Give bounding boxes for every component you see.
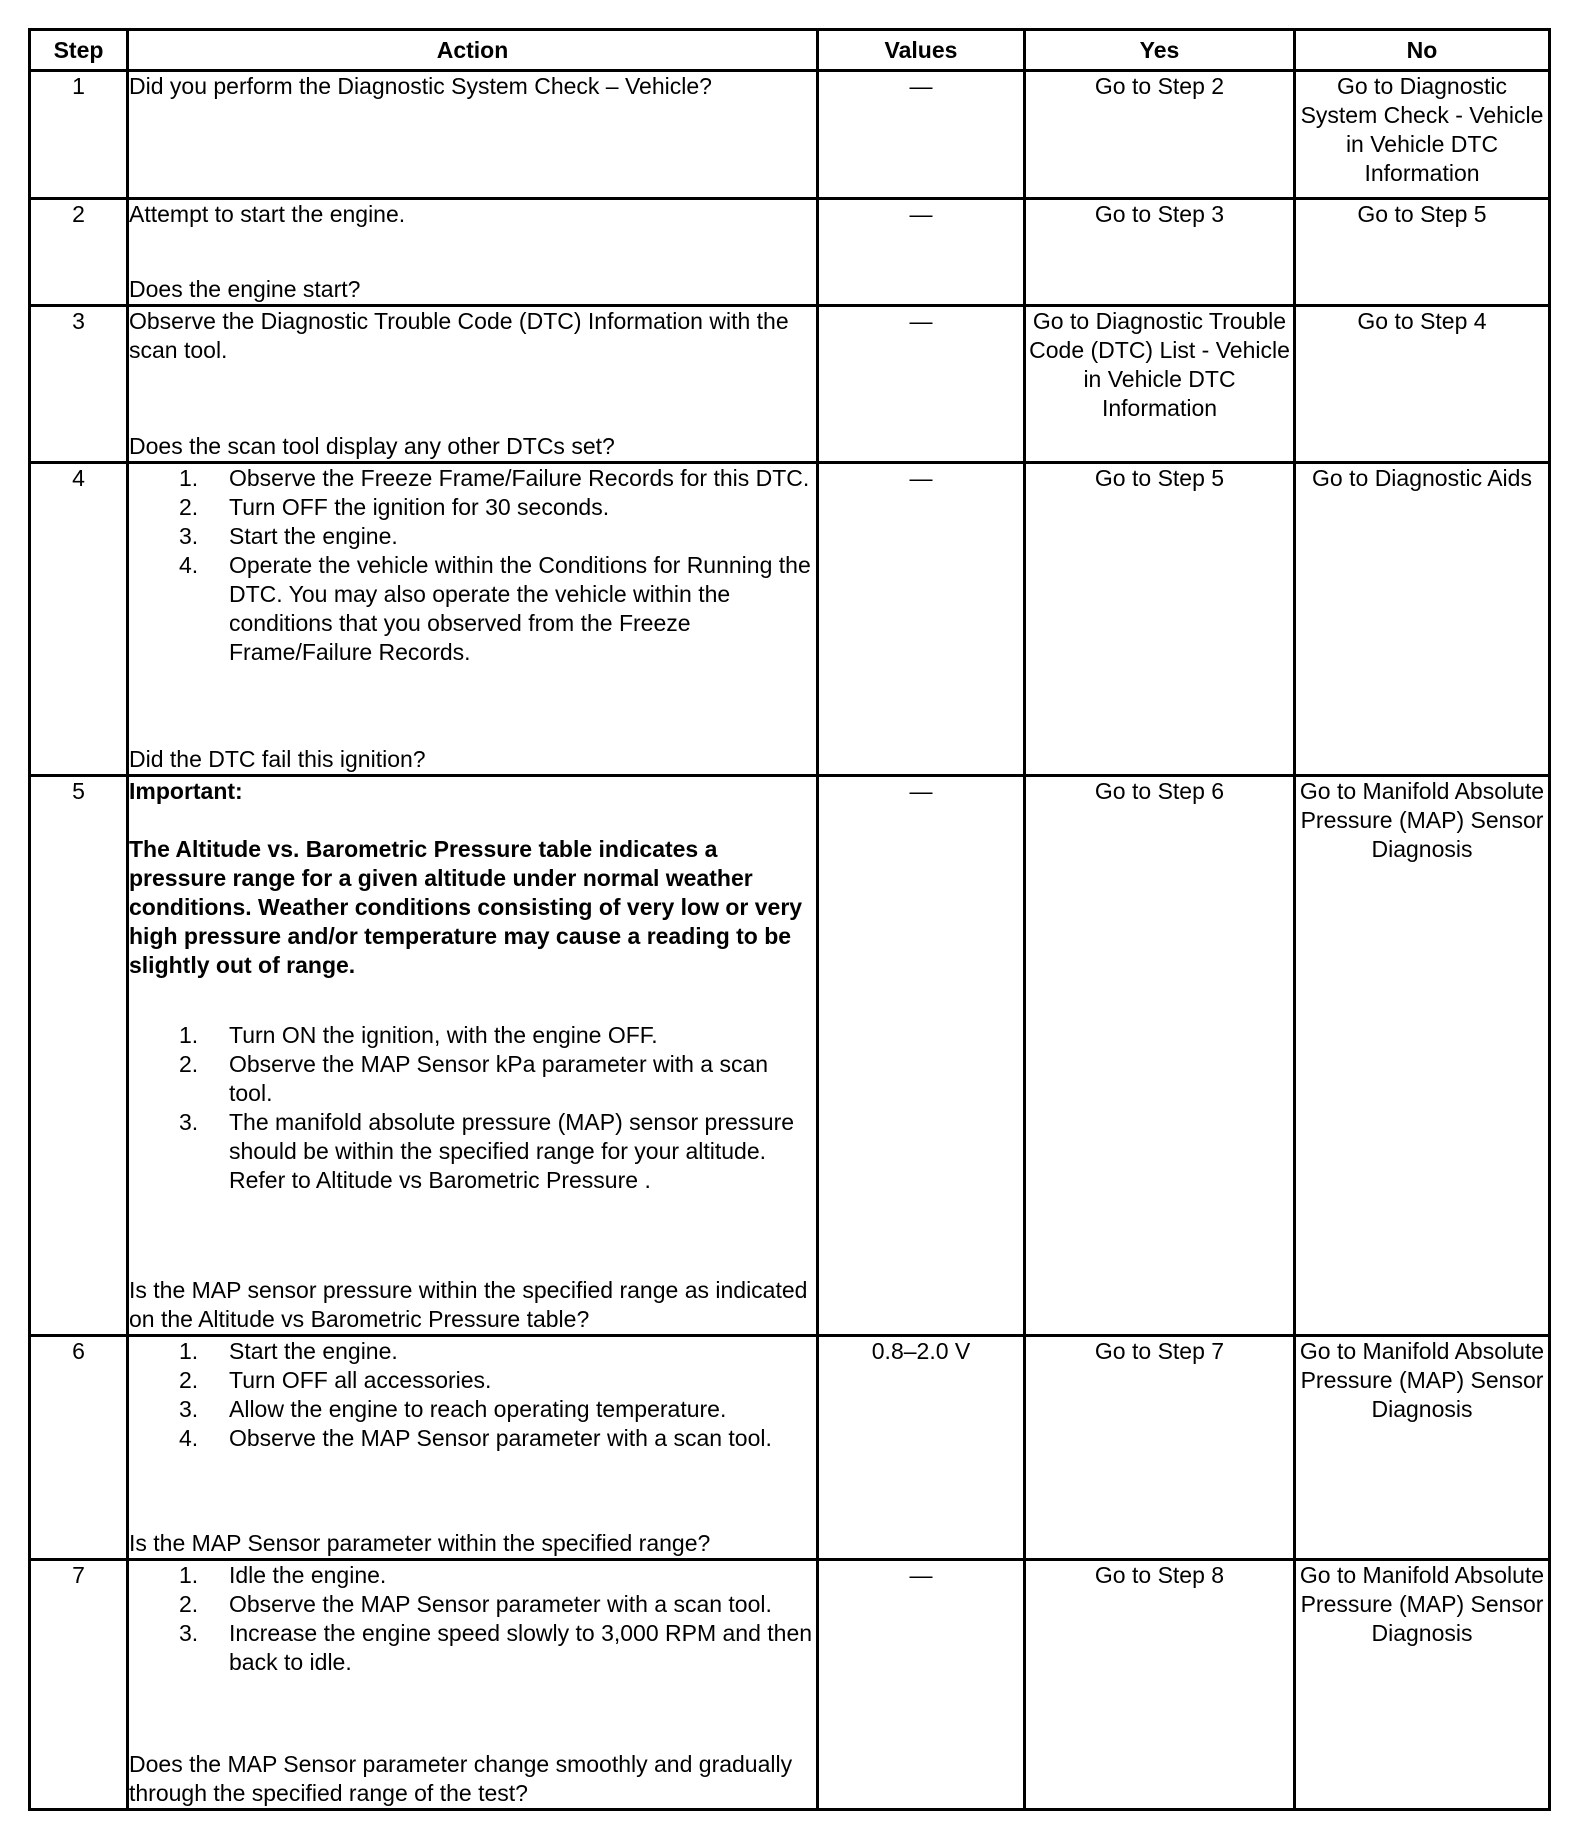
values-cell: 0.8–2.0 V: [818, 1336, 1025, 1560]
values-cell: —: [818, 199, 1025, 306]
action-steps: [129, 1561, 816, 1677]
yes-cell: Go to Step 5: [1025, 463, 1295, 776]
header-values: Values: [818, 30, 1025, 71]
action-lead: Observe the Diagnostic Trouble Code (DTC) Information with the scan tool.: [129, 308, 789, 363]
table-row: [30, 71, 1550, 199]
list-item: 3. Start the engine.: [179, 523, 398, 549]
table-row: [30, 1560, 1550, 1810]
action-cell: [128, 1560, 818, 1810]
action-question: Is the MAP Sensor parameter within the specified range?: [129, 1530, 711, 1556]
values-cell: —: [818, 306, 1025, 463]
header-action: Action: [128, 30, 818, 71]
action-cell: [128, 776, 818, 1336]
no-cell: Go to Manifold Absolute Pressure (MAP) Sensor Diagnosis: [1295, 1336, 1550, 1560]
step-number: 2: [30, 199, 128, 306]
list-item: 2. Observe the MAP Sensor kPa parameter with a scan tool.: [179, 1051, 769, 1106]
step-number: 3: [30, 306, 128, 463]
list-item: 2. Observe the MAP Sensor parameter with a scan tool.: [179, 1591, 772, 1617]
list-item: 1. Observe the Freeze Frame/Failure Records for this DTC.: [179, 465, 810, 491]
action-steps: [129, 464, 816, 667]
header-no: No: [1295, 30, 1550, 71]
action-cell: [128, 463, 818, 776]
action-question: Does the MAP Sensor parameter change smoothly and gradually through the specified range of the test?: [129, 1751, 793, 1806]
list-item: 4. Operate the vehicle within the Conditions for Running the DTC. You may also operate the vehicle within the conditions that you observed from the Freeze Frame/Failure Records.: [179, 552, 811, 665]
action-lead: Attempt to start the engine.: [129, 201, 406, 227]
table-row: [30, 199, 1550, 306]
yes-cell: Go to Step 6: [1025, 776, 1295, 1336]
action-lead: Did you perform the Diagnostic System Check – Vehicle?: [129, 73, 712, 99]
table-row: [30, 306, 1550, 463]
list-item: 2. Turn OFF the ignition for 30 seconds.: [179, 494, 610, 520]
header-row: [30, 30, 1550, 71]
yes-cell: Go to Step 8: [1025, 1560, 1295, 1810]
no-cell: Go to Manifold Absolute Pressure (MAP) Sensor Diagnosis: [1295, 1560, 1550, 1810]
action-cell: [128, 199, 818, 306]
action-cell: [128, 71, 818, 199]
yes-cell: Go to Step 3: [1025, 199, 1295, 306]
action-steps: [129, 1337, 816, 1453]
list-item: 2. Turn OFF all accessories.: [179, 1367, 492, 1393]
table-row: [30, 1336, 1550, 1560]
yes-cell: Go to Step 7: [1025, 1336, 1295, 1560]
list-item: 4. Observe the MAP Sensor parameter with a scan tool.: [179, 1425, 772, 1451]
step-number: 6: [30, 1336, 128, 1560]
no-cell: Go to Step 5: [1295, 199, 1550, 306]
action-cell: [128, 306, 818, 463]
no-cell: Go to Diagnostic Aids: [1295, 463, 1550, 776]
values-cell: —: [818, 71, 1025, 199]
list-item: 3. Increase the engine speed slowly to 3,000 RPM and then back to idle.: [179, 1620, 813, 1675]
list-item: 3. The manifold absolute pressure (MAP) sensor pressure should be within the specified range for your altitude. Refer to Altitude vs Barometric Pressure .: [179, 1109, 795, 1193]
diagnostic-table: [28, 28, 1551, 1811]
values-cell: —: [818, 776, 1025, 1336]
important-label: Important:: [129, 778, 243, 804]
action-steps: [129, 1021, 816, 1195]
list-item: 1. Turn ON the ignition, with the engine OFF.: [179, 1022, 658, 1048]
yes-cell: Go to Step 2: [1025, 71, 1295, 199]
step-number: 4: [30, 463, 128, 776]
list-item: 1. Idle the engine.: [179, 1562, 387, 1588]
action-question: Did the DTC fail this ignition?: [129, 746, 426, 772]
important-note: The Altitude vs. Barometric Pressure table indicates a pressure range for a given altitude under normal weather conditions. Weather conditions consisting of very low or very high pressure and/or temperature may cause a reading to be slightly out of range.: [129, 836, 803, 978]
header-yes: Yes: [1025, 30, 1295, 71]
table-row: [30, 463, 1550, 776]
yes-cell: Go to Diagnostic Trouble Code (DTC) List - Vehicle in Vehicle DTC Information: [1025, 306, 1295, 463]
list-item: 3. Allow the engine to reach operating temperature.: [179, 1396, 727, 1422]
no-cell: Go to Step 4: [1295, 306, 1550, 463]
step-number: 1: [30, 71, 128, 199]
values-cell: —: [818, 463, 1025, 776]
no-cell: Go to Manifold Absolute Pressure (MAP) Sensor Diagnosis: [1295, 776, 1550, 1336]
action-question: Is the MAP sensor pressure within the specified range as indicated on the Altitude vs Barometric Pressure table?: [129, 1277, 808, 1332]
list-item: 1. Start the engine.: [179, 1338, 398, 1364]
step-number: 5: [30, 776, 128, 1336]
action-question: Does the scan tool display any other DTCs set?: [129, 433, 615, 459]
step-number: 7: [30, 1560, 128, 1810]
values-cell: —: [818, 1560, 1025, 1810]
action-cell: [128, 1336, 818, 1560]
table-row: [30, 776, 1550, 1336]
header-step: Step: [30, 30, 128, 71]
no-cell: Go to Diagnostic System Check - Vehicle in Vehicle DTC Information: [1295, 71, 1550, 199]
action-question: Does the engine start?: [129, 276, 361, 302]
